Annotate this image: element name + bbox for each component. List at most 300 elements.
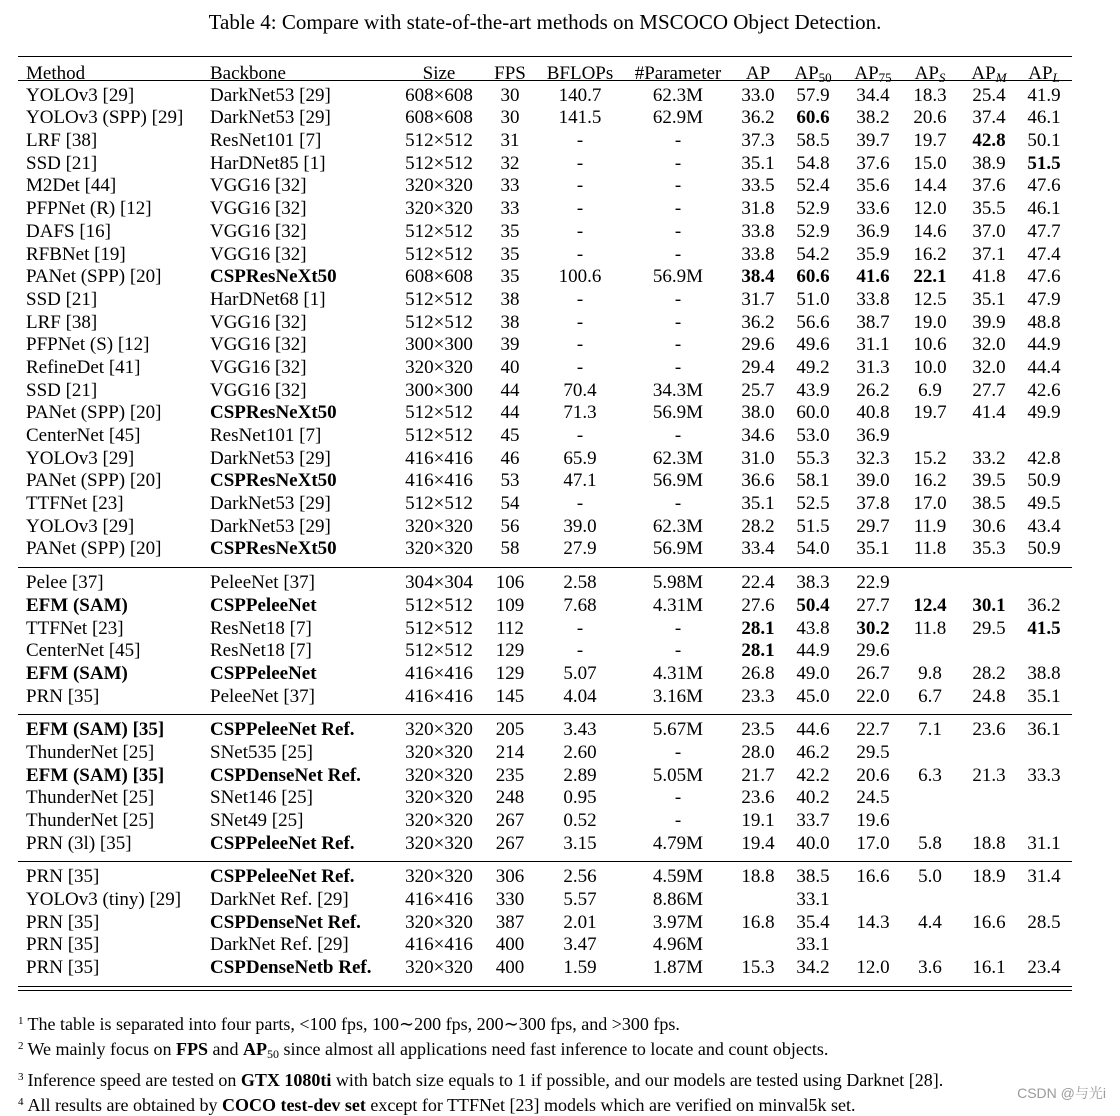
cell-param: - bbox=[674, 425, 682, 446]
cell-fps: 35 bbox=[500, 266, 520, 288]
cell-backbone: DarkNet53 [29] bbox=[210, 447, 331, 469]
cell-apl: 46.1 bbox=[1027, 198, 1061, 220]
cell-fps: 30 bbox=[500, 84, 520, 106]
cell-apm: 30.1 bbox=[972, 594, 1006, 616]
cell-bflops: - bbox=[576, 243, 584, 265]
cell-fps: 400 bbox=[495, 934, 525, 956]
cell-ap75: 26.2 bbox=[856, 379, 890, 401]
cell-aps: 16.2 bbox=[913, 470, 947, 492]
cell-method: RFBNet [19] bbox=[26, 243, 126, 265]
table-row bbox=[18, 810, 1072, 833]
cell-ap75: 33.6 bbox=[856, 198, 890, 220]
table-row bbox=[18, 175, 1072, 198]
cell-apm: 37.4 bbox=[972, 107, 1006, 129]
cell-ap75: 36.9 bbox=[856, 220, 890, 242]
cell-apm: 21.3 bbox=[972, 764, 1006, 786]
cell-size: 512×512 bbox=[405, 402, 473, 424]
cell-ap50: 52.5 bbox=[796, 493, 830, 515]
cell-ap50: 43.9 bbox=[796, 379, 830, 401]
cell-fps: 38 bbox=[500, 311, 520, 333]
cell-ap: 38.0 bbox=[741, 402, 775, 424]
cell-param: 56.9M bbox=[652, 538, 704, 560]
cell-param: 3.16M bbox=[652, 685, 704, 707]
cell-method: PANet (SPP) [20] bbox=[26, 470, 162, 492]
cell-ap75: 38.2 bbox=[856, 107, 890, 129]
cell-ap50: 49.6 bbox=[796, 334, 830, 356]
cell-ap: 29.4 bbox=[741, 356, 775, 378]
table-row bbox=[18, 198, 1072, 221]
cell-param: 8.86M bbox=[652, 889, 704, 911]
cell-aps: 5.0 bbox=[918, 866, 942, 888]
cell-param: 4.79M bbox=[652, 832, 704, 854]
cell-size: 320×320 bbox=[405, 198, 473, 220]
cell-bflops: - bbox=[576, 220, 584, 242]
cell-fps: 306 bbox=[495, 866, 525, 888]
cell-apm: 18.9 bbox=[972, 866, 1006, 888]
table-row bbox=[18, 357, 1072, 380]
cell-apl: 44.9 bbox=[1027, 334, 1061, 356]
footnote-text: 50 bbox=[267, 1047, 280, 1062]
cell-size: 512×512 bbox=[405, 425, 473, 446]
cell-fps: 112 bbox=[496, 617, 524, 639]
cell-method: SSD [21] bbox=[26, 288, 98, 310]
cell-ap: 28.0 bbox=[741, 741, 775, 763]
cell-apl: 36.1 bbox=[1027, 719, 1061, 741]
cell-bflops: 27.9 bbox=[563, 538, 597, 560]
cell-backbone: DarkNet Ref. [29] bbox=[210, 934, 349, 956]
cell-method: YOLOv3 [29] bbox=[26, 84, 135, 106]
footnote bbox=[18, 1035, 1118, 1065]
cell-ap: 33.5 bbox=[741, 175, 775, 197]
cell-bflops: 7.68 bbox=[563, 594, 597, 616]
cell-ap50: 52.9 bbox=[796, 198, 830, 220]
cell-ap75: 38.7 bbox=[856, 311, 890, 333]
cell-backbone: CSPDenseNet Ref. bbox=[210, 764, 361, 786]
cell-size: 300×300 bbox=[405, 334, 473, 356]
cell-bflops: 5.07 bbox=[563, 662, 597, 684]
table-row bbox=[18, 516, 1072, 539]
cell-aps: 3.6 bbox=[918, 957, 942, 979]
cell-apl: 47.6 bbox=[1027, 266, 1061, 288]
cell-size: 608×608 bbox=[405, 84, 473, 106]
cell-param: 62.9M bbox=[652, 107, 704, 129]
cell-ap50: 33.1 bbox=[796, 934, 830, 956]
cell-method: YOLOv3 (tiny) [29] bbox=[26, 889, 182, 911]
cell-backbone: DarkNet53 [29] bbox=[210, 84, 331, 106]
table-row bbox=[18, 289, 1072, 312]
cell-ap50: 60.6 bbox=[796, 107, 830, 129]
cell-aps: 19.0 bbox=[913, 311, 947, 333]
cell-aps: 15.2 bbox=[913, 447, 947, 469]
cell-aps: 18.3 bbox=[913, 84, 947, 106]
cell-backbone: SNet535 [25] bbox=[210, 741, 313, 763]
cell-aps: 14.4 bbox=[913, 175, 947, 197]
cell-method: PANet (SPP) [20] bbox=[26, 402, 162, 424]
cell-ap50: 44.6 bbox=[796, 719, 830, 741]
cell-method: YOLOv3 (SPP) [29] bbox=[26, 107, 184, 129]
cell-backbone: CSPResNeXt50 bbox=[210, 538, 337, 560]
cell-ap75: 19.6 bbox=[856, 810, 890, 831]
cell-ap75: 39.7 bbox=[856, 130, 890, 152]
header-apm: $AP_M$ bbox=[971, 63, 1007, 85]
table-row bbox=[18, 221, 1072, 244]
cell-bflops: 65.9 bbox=[563, 447, 597, 469]
bottom-double-rule bbox=[18, 986, 1072, 991]
cell-size: 416×416 bbox=[405, 447, 473, 469]
cell-aps: 10.6 bbox=[913, 334, 947, 356]
table-row bbox=[18, 244, 1072, 267]
cell-param: - bbox=[674, 220, 682, 242]
cell-ap: 25.7 bbox=[741, 379, 775, 401]
table-caption: Table 4: Compare with state-of-the-art methods on MSCOCO Object Detection. bbox=[208, 10, 882, 34]
footnote-text: since almost all applications need fast inference to locate and count objects. bbox=[279, 1039, 829, 1060]
cell-size: 320×320 bbox=[405, 957, 473, 979]
cell-size: 320×320 bbox=[405, 832, 473, 854]
cell-apl: 31.1 bbox=[1027, 832, 1061, 854]
cell-method: PANet (SPP) [20] bbox=[26, 538, 162, 560]
cell-ap: 33.4 bbox=[741, 538, 775, 560]
cell-bflops: - bbox=[576, 152, 584, 174]
cell-size: 320×320 bbox=[405, 810, 473, 831]
cell-backbone: CSPPeleeNet Ref. bbox=[210, 832, 355, 854]
cell-ap75: 35.9 bbox=[856, 243, 890, 265]
table-row bbox=[18, 889, 1072, 912]
cell-ap75: 22.0 bbox=[856, 685, 890, 707]
cell-ap50: 49.0 bbox=[796, 662, 830, 684]
cell-fps: 58 bbox=[500, 538, 520, 560]
cell-bflops: 2.60 bbox=[563, 741, 597, 763]
cell-aps: 6.3 bbox=[918, 764, 942, 786]
cell-size: 320×320 bbox=[405, 764, 473, 786]
table-row bbox=[18, 572, 1072, 595]
cell-bflops: 1.59 bbox=[563, 957, 597, 979]
cell-backbone: SNet49 [25] bbox=[210, 810, 304, 831]
cell-fps: 330 bbox=[495, 889, 525, 911]
cell-method: EFM (SAM) bbox=[26, 662, 128, 684]
cell-aps: 6.9 bbox=[918, 379, 942, 401]
cell-param: - bbox=[674, 617, 682, 639]
cell-size: 320×320 bbox=[405, 911, 473, 933]
cell-fps: 33 bbox=[500, 175, 520, 197]
cell-ap: 28.1 bbox=[741, 640, 775, 662]
cell-ap50: 44.9 bbox=[796, 640, 830, 662]
cell-ap75: 31.3 bbox=[856, 356, 890, 378]
cell-fps: 38 bbox=[500, 288, 520, 310]
cell-size: 304×304 bbox=[405, 572, 473, 594]
header-aps: $AP_S$ bbox=[914, 63, 946, 85]
cell-ap75: 29.6 bbox=[856, 640, 890, 662]
cell-ap75: 31.1 bbox=[856, 334, 890, 356]
cell-method: TTFNet [23] bbox=[26, 493, 124, 515]
cell-apl: 44.4 bbox=[1027, 356, 1061, 378]
cell-size: 320×320 bbox=[405, 719, 473, 741]
cell-ap50: 33.1 bbox=[796, 889, 830, 911]
cell-size: 320×320 bbox=[405, 538, 473, 560]
cell-ap50: 51.5 bbox=[796, 515, 830, 537]
cell-size: 320×320 bbox=[405, 515, 473, 537]
table-row bbox=[18, 787, 1072, 810]
cell-fps: 45 bbox=[500, 425, 520, 446]
cell-size: 512×512 bbox=[405, 594, 473, 616]
table-row bbox=[18, 912, 1072, 935]
table-row bbox=[18, 686, 1072, 709]
cell-aps: 11.8 bbox=[913, 538, 947, 560]
cell-ap: 16.8 bbox=[741, 911, 775, 933]
table-row bbox=[18, 618, 1072, 641]
cell-aps: 7.1 bbox=[918, 719, 942, 741]
cell-ap75: 40.8 bbox=[856, 402, 890, 424]
footnote-text: Inference speed are tested on bbox=[27, 1069, 241, 1090]
cell-ap50: 38.3 bbox=[796, 572, 830, 594]
cell-apm: 39.5 bbox=[972, 470, 1006, 492]
cell-apm: 38.9 bbox=[972, 152, 1006, 174]
table-row bbox=[18, 663, 1072, 686]
cell-aps: 12.4 bbox=[913, 594, 947, 616]
cell-ap75: 36.9 bbox=[856, 425, 890, 446]
cell-apl: 50.1 bbox=[1027, 130, 1061, 152]
footnote-text: COCO test-dev set bbox=[221, 1094, 366, 1115]
cell-apm: 30.6 bbox=[972, 515, 1006, 537]
cell-method: EFM (SAM) bbox=[26, 594, 128, 616]
cell-apl: 41.9 bbox=[1027, 84, 1061, 106]
cell-ap50: 58.5 bbox=[796, 130, 830, 152]
cell-method: PRN [35] bbox=[26, 934, 100, 956]
footnote-text: The table is separated into four parts, <100 fps, 100∼200 fps, 200∼300 fps, and >300 fps. bbox=[27, 1014, 680, 1034]
cell-ap75: 20.6 bbox=[856, 764, 890, 786]
cell-method: PRN (3l) [35] bbox=[26, 832, 132, 854]
cell-ap75: 37.8 bbox=[856, 493, 890, 515]
cell-fps: 387 bbox=[495, 911, 525, 933]
cell-bflops: 70.4 bbox=[563, 379, 597, 401]
cell-bflops: 3.47 bbox=[563, 934, 597, 956]
cell-param: - bbox=[674, 243, 682, 265]
cell-param: 56.9M bbox=[652, 402, 704, 424]
cell-fps: 248 bbox=[495, 787, 525, 809]
cell-ap: 21.7 bbox=[741, 764, 775, 786]
cell-fps: 205 bbox=[495, 719, 525, 741]
cell-method: SSD [21] bbox=[26, 379, 98, 401]
cell-aps: 20.6 bbox=[913, 107, 947, 129]
footnote bbox=[18, 1010, 1118, 1035]
cell-apm: 23.6 bbox=[972, 719, 1006, 741]
cell-param: - bbox=[674, 152, 682, 174]
footnote-text: except for TTFNet [23] models which are verified on minval5k set. bbox=[365, 1094, 856, 1115]
cell-ap75: 14.3 bbox=[856, 911, 890, 933]
cell-backbone: CSPPeleeNet Ref. bbox=[210, 866, 355, 888]
cell-ap50: 52.4 bbox=[796, 175, 830, 197]
cell-apl: 33.3 bbox=[1027, 764, 1061, 786]
cell-ap75: 32.3 bbox=[856, 447, 890, 469]
cell-apm: 42.8 bbox=[972, 130, 1006, 152]
cell-ap50: 58.1 bbox=[796, 470, 830, 492]
cell-ap: 22.4 bbox=[741, 572, 775, 594]
table-row bbox=[18, 425, 1072, 448]
header-bflops: BFLOPs bbox=[546, 63, 614, 84]
cell-ap75: 27.7 bbox=[856, 594, 890, 616]
cell-param: - bbox=[674, 334, 682, 356]
cell-fps: 31 bbox=[500, 130, 520, 152]
cell-apm: 29.5 bbox=[972, 617, 1006, 639]
cell-param: 62.3M bbox=[652, 84, 704, 106]
cell-apl: 47.9 bbox=[1027, 288, 1061, 310]
cell-apm: 35.1 bbox=[972, 288, 1006, 310]
cell-ap: 36.6 bbox=[741, 470, 775, 492]
cell-ap: 29.6 bbox=[741, 334, 775, 356]
cell-apm: 16.1 bbox=[972, 957, 1006, 979]
cell-ap: 37.3 bbox=[741, 130, 775, 152]
cell-ap50: 40.2 bbox=[796, 787, 830, 809]
footnote-text: GTX 1080ti bbox=[240, 1069, 332, 1090]
cell-bflops: - bbox=[576, 356, 584, 378]
cell-ap50: 52.9 bbox=[796, 220, 830, 242]
table-row bbox=[18, 130, 1072, 153]
cell-fps: 35 bbox=[500, 243, 520, 265]
cell-apl: 41.5 bbox=[1027, 617, 1061, 639]
cell-fps: 106 bbox=[495, 572, 525, 594]
cell-ap75: 22.9 bbox=[856, 572, 890, 594]
cell-aps: 12.5 bbox=[913, 288, 947, 310]
cell-backbone: CSPPeleeNet Ref. bbox=[210, 719, 355, 741]
cell-backbone: HarDNet85 [1] bbox=[210, 152, 326, 174]
cell-backbone: DarkNet53 [29] bbox=[210, 493, 331, 515]
cell-fps: 53 bbox=[500, 470, 520, 492]
table-row bbox=[18, 402, 1072, 425]
cell-fps: 214 bbox=[495, 741, 525, 763]
table-row bbox=[18, 640, 1072, 663]
footnote-text: with batch size equals to 1 if possible, and our models are tested using Darknet [28]. bbox=[331, 1069, 944, 1090]
cell-fps: 267 bbox=[495, 810, 525, 831]
cell-aps: 19.7 bbox=[913, 402, 947, 424]
cell-bflops: 2.01 bbox=[563, 911, 597, 933]
cell-ap75: 17.0 bbox=[856, 832, 890, 854]
cell-ap: 31.8 bbox=[741, 198, 775, 220]
cell-method: LRF [38] bbox=[26, 311, 98, 333]
cell-ap75: 16.6 bbox=[856, 866, 890, 888]
cell-method: PRN [35] bbox=[26, 957, 100, 979]
cell-size: 512×512 bbox=[405, 640, 473, 662]
cell-method: YOLOv3 [29] bbox=[26, 515, 135, 537]
cell-ap50: 33.7 bbox=[796, 810, 830, 831]
cell-fps: 44 bbox=[500, 379, 520, 401]
cell-method: ThunderNet [25] bbox=[26, 741, 155, 763]
header-method: Method bbox=[26, 63, 86, 84]
cell-size: 512×512 bbox=[405, 493, 473, 515]
cell-ap: 15.3 bbox=[741, 957, 775, 979]
cell-param: 4.96M bbox=[652, 934, 704, 956]
cell-ap50: 54.0 bbox=[796, 538, 830, 560]
cell-ap50: 43.8 bbox=[796, 617, 830, 639]
cell-param: - bbox=[674, 787, 682, 809]
cell-apm: 37.0 bbox=[972, 220, 1006, 242]
cell-apm: 41.4 bbox=[972, 402, 1006, 424]
table-row bbox=[18, 934, 1072, 957]
cell-ap: 33.8 bbox=[741, 220, 775, 242]
cell-ap: 36.2 bbox=[741, 107, 775, 129]
cell-ap50: 34.2 bbox=[796, 957, 830, 979]
comparison-table bbox=[18, 56, 1072, 991]
cell-apl: 43.4 bbox=[1027, 515, 1061, 537]
cell-param: - bbox=[674, 640, 682, 662]
cell-apm: 33.2 bbox=[972, 447, 1006, 469]
cell-bflops: - bbox=[576, 175, 584, 197]
cell-aps: 11.8 bbox=[913, 617, 947, 639]
cell-method: Pelee [37] bbox=[26, 572, 104, 594]
cell-backbone: VGG16 [32] bbox=[210, 175, 307, 197]
cell-fps: 54 bbox=[500, 493, 520, 515]
table-row bbox=[18, 538, 1072, 561]
cell-param: 5.05M bbox=[652, 764, 704, 786]
cell-method: CenterNet [45] bbox=[26, 425, 141, 446]
cell-apm: 32.0 bbox=[972, 356, 1006, 378]
cell-ap50: 55.3 bbox=[796, 447, 830, 469]
cell-ap: 35.1 bbox=[741, 493, 775, 515]
cell-aps: 9.8 bbox=[918, 662, 942, 684]
cell-param: 62.3M bbox=[652, 447, 704, 469]
cell-backbone: CSPResNeXt50 bbox=[210, 266, 337, 288]
cell-ap: 23.5 bbox=[741, 719, 775, 741]
cell-fps: 46 bbox=[500, 447, 520, 469]
footnote bbox=[18, 1066, 1118, 1091]
table-row bbox=[18, 153, 1072, 176]
cell-apl: 49.5 bbox=[1027, 493, 1061, 515]
table-body bbox=[18, 80, 1072, 986]
cell-apl: 35.1 bbox=[1027, 685, 1061, 707]
header-size: Size bbox=[422, 63, 456, 84]
cell-backbone: ResNet18 [7] bbox=[210, 617, 312, 639]
cell-apl: 51.5 bbox=[1027, 152, 1061, 174]
cell-method: SSD [21] bbox=[26, 152, 98, 174]
header-fps: FPS bbox=[494, 63, 526, 84]
cell-backbone: VGG16 [32] bbox=[210, 379, 307, 401]
cell-method: PANet (SPP) [20] bbox=[26, 266, 162, 288]
cell-size: 300×300 bbox=[405, 379, 473, 401]
cell-apl: 42.6 bbox=[1027, 379, 1061, 401]
cell-size: 416×416 bbox=[405, 889, 473, 911]
cell-bflops: 2.56 bbox=[563, 866, 597, 888]
cell-aps: 17.0 bbox=[913, 493, 947, 515]
header-ap75: $AP_{75}$ bbox=[854, 63, 892, 85]
cell-param: 5.67M bbox=[652, 719, 704, 741]
cell-param: - bbox=[674, 311, 682, 333]
cell-apl: 42.8 bbox=[1027, 447, 1061, 469]
cell-size: 416×416 bbox=[405, 685, 473, 707]
cell-ap75: 24.5 bbox=[856, 787, 890, 809]
cell-backbone: CSPPeleeNet bbox=[210, 662, 317, 684]
cell-ap75: 37.6 bbox=[856, 152, 890, 174]
cell-ap50: 54.8 bbox=[796, 152, 830, 174]
header-parameter: #Parameter bbox=[634, 63, 722, 84]
cell-backbone: VGG16 [32] bbox=[210, 311, 307, 333]
cell-backbone: DarkNet53 [29] bbox=[210, 515, 331, 537]
cell-apm: 37.6 bbox=[972, 175, 1006, 197]
cell-aps: 16.2 bbox=[913, 243, 947, 265]
cell-fps: 129 bbox=[495, 640, 525, 662]
cell-ap75: 22.7 bbox=[856, 719, 890, 741]
cell-ap: 34.6 bbox=[741, 425, 775, 446]
cell-bflops: 2.89 bbox=[563, 764, 597, 786]
cell-fps: 32 bbox=[500, 152, 520, 174]
cell-fps: 56 bbox=[500, 515, 520, 537]
cell-bflops: 3.15 bbox=[563, 832, 597, 854]
cell-ap75: 26.7 bbox=[856, 662, 890, 684]
cell-param: 56.9M bbox=[652, 266, 704, 288]
cell-method: EFM (SAM) [35] bbox=[26, 764, 165, 786]
watermark: CSDN @与光i bbox=[1017, 1085, 1106, 1101]
cell-aps: 19.7 bbox=[913, 130, 947, 152]
cell-ap50: 60.6 bbox=[796, 266, 830, 288]
cell-ap50: 50.4 bbox=[796, 594, 830, 616]
cell-apl: 36.2 bbox=[1027, 594, 1061, 616]
